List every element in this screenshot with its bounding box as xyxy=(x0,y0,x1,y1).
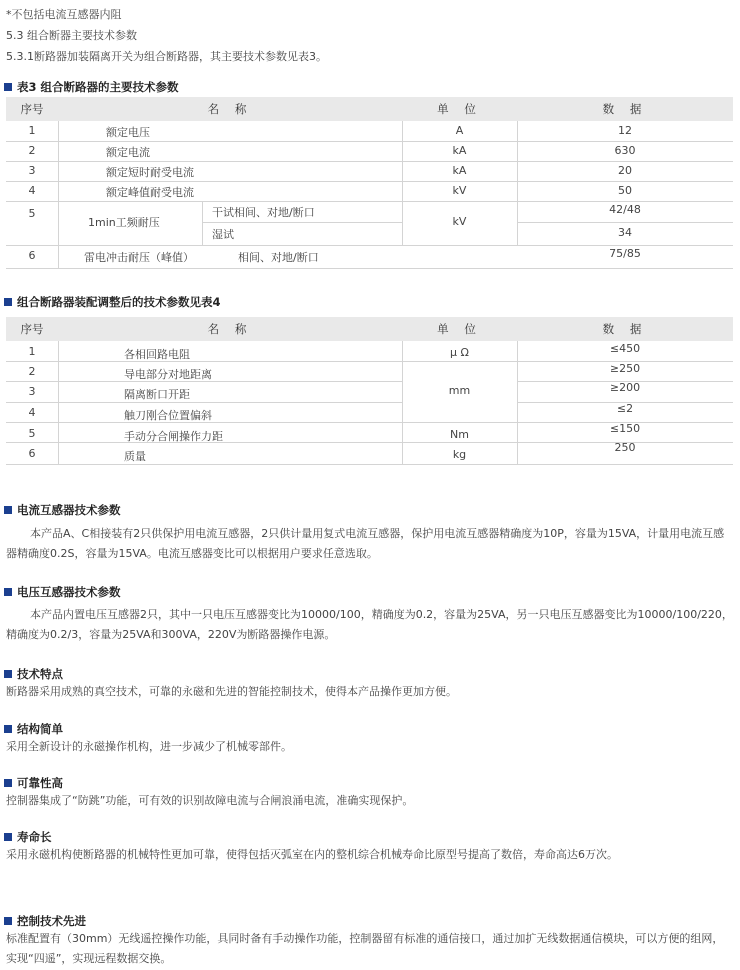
header-name: 名 称 xyxy=(207,102,253,116)
table3-row5-value2: 34 xyxy=(618,226,632,239)
table3-header xyxy=(6,97,733,121)
table3-row4-name: 额定峰值耐受电流 xyxy=(106,186,194,199)
table3-row5-sub1: 干试相间、对地/断口 xyxy=(212,206,315,219)
bullet-square-icon xyxy=(4,917,12,925)
life-heading-text: 寿命长 xyxy=(17,830,52,844)
bullet-square-icon xyxy=(4,298,12,306)
feature-heading-text: 技术特点 xyxy=(17,667,63,681)
header-unit: 单 位 xyxy=(437,322,482,336)
vt-heading xyxy=(4,584,121,600)
table4-row3-no: 3 xyxy=(28,385,36,398)
table3-row6-no: 6 xyxy=(28,249,36,262)
note-text: *不包括电流互感器内阻 xyxy=(6,8,122,21)
table3-row3-no: 3 xyxy=(28,164,36,177)
table4-title-text: 组合断路器装配调整后的技术参数见表4 xyxy=(17,295,221,309)
table3-row5-no: 5 xyxy=(28,207,36,220)
table4-row3-name: 隔离断口开距 xyxy=(124,388,190,401)
table3-row6-sub: 相间、对地/断口 xyxy=(238,251,319,264)
table4-row4-value: ≤2 xyxy=(616,402,634,415)
subsection-text: 5.3.1断路器加装隔离开关为组合断路器，其主要技术参数见表3。 xyxy=(6,50,327,63)
header-no: 序号 xyxy=(20,322,44,336)
ct-paragraph: 本产品A、C相接装有2只供保护用电流互感器，2只供计量用复式电流互感器，保护用电流互感器精确度为10P，容量为15VA，计量用电流互感器精确度0.2S，容量为15VA。电流互感器变比可以根据用户要求任意选取。 xyxy=(6,527,725,560)
table4-row1-value: ≤450 xyxy=(609,342,641,355)
table3-row4-value: 50 xyxy=(618,184,632,197)
table4-row4-no: 4 xyxy=(28,406,36,419)
table3-row4-unit: kV xyxy=(452,184,467,197)
table3-row5-unit: kV xyxy=(452,215,467,228)
control-heading-text: 控制技术先进 xyxy=(17,914,86,928)
table3-row5-sub2: 湿试 xyxy=(212,228,234,241)
table3-row3-value: 20 xyxy=(618,164,632,177)
bullet-square-icon xyxy=(4,670,12,678)
table3 xyxy=(6,97,733,269)
table4-row5-unit: Nm xyxy=(450,428,469,441)
table3-row6-value: 75/85 xyxy=(609,247,641,260)
simple-heading xyxy=(4,721,63,737)
vt-heading-text: 电压互感器技术参数 xyxy=(17,585,121,599)
table3-title xyxy=(4,79,179,95)
table4-row2-value: ≥250 xyxy=(609,362,641,375)
header-unit: 单 位 xyxy=(437,102,482,116)
table4 xyxy=(6,317,733,465)
table4-title xyxy=(4,294,221,310)
table3-row2-no: 2 xyxy=(28,144,36,157)
table4-row1-name: 各相回路电阻 xyxy=(124,348,190,361)
simple-paragraph: 采用全新设计的永磁操作机构，进一步减少了机械零部件。 xyxy=(6,740,292,753)
table3-row1-no: 1 xyxy=(28,124,36,137)
table4-row5-name: 手动分合闸操作力距 xyxy=(124,430,223,443)
bullet-square-icon xyxy=(4,725,12,733)
table4-row5-no: 5 xyxy=(28,427,36,440)
header-name: 名 称 xyxy=(207,322,253,336)
reliable-paragraph: 控制器集成了“防跳”功能，可有效的识别故障电流与合闸浪涌电流，准确实现保护。 xyxy=(6,794,414,807)
table3-row3-name: 额定短时耐受电流 xyxy=(106,166,194,179)
table3-row4-no: 4 xyxy=(28,184,36,197)
header-data: 数 据 xyxy=(602,322,648,336)
simple-heading-text: 结构简单 xyxy=(17,722,63,736)
reliable-heading-text: 可靠性高 xyxy=(17,776,63,790)
bullet-square-icon xyxy=(4,588,12,596)
ct-heading xyxy=(4,502,121,518)
bullet-square-icon xyxy=(4,833,12,841)
header-no: 序号 xyxy=(20,102,44,116)
table3-row1-unit: A xyxy=(455,124,464,137)
table4-row4-name: 触刀刚合位置偏斜 xyxy=(124,409,212,422)
table3-row3-unit: kA xyxy=(452,164,467,177)
table4-row6-unit: kg xyxy=(452,448,467,461)
table4-row5-value: ≤150 xyxy=(609,422,641,435)
table4-row3-value: ≥200 xyxy=(609,381,641,394)
table3-row6-name: 雷电冲击耐压（峰值） xyxy=(84,251,194,264)
life-paragraph: 采用永磁机构使断路器的机械特性更加可靠，使得包括灭弧室在内的整机综合机械寿命比原型号提高了数倍，寿命高达6万次。 xyxy=(6,848,618,861)
section-heading: 5.3 组合断器主要技术参数 xyxy=(6,29,137,42)
table3-row5-value1: 42/48 xyxy=(609,203,641,216)
table4-row2-no: 2 xyxy=(28,365,36,378)
ct-heading-text: 电流互感器技术参数 xyxy=(17,503,121,517)
life-heading xyxy=(4,829,52,845)
table3-row2-unit: kA xyxy=(452,144,467,157)
bullet-square-icon xyxy=(4,779,12,787)
table3-row2-name: 额定电流 xyxy=(106,146,150,159)
table4-row1-unit: μ Ω xyxy=(450,346,469,359)
table3-row1-name: 额定电压 xyxy=(106,126,150,139)
table4-row6-no: 6 xyxy=(28,447,36,460)
feature-heading xyxy=(4,666,63,682)
table4-row1-no: 1 xyxy=(28,345,36,358)
table3-row1-value: 12 xyxy=(618,124,632,137)
table4-row2-name: 导电部分对地距离 xyxy=(124,368,212,381)
table3-row5-name: 1min工频耐压 xyxy=(88,216,160,229)
table4-header xyxy=(6,317,733,341)
bullet-square-icon xyxy=(4,506,12,514)
feature-paragraph: 断路器采用成熟的真空技术，可靠的永磁和先进的智能控制技术，使得本产品操作更加方便。 xyxy=(6,685,457,698)
table4-row6-name: 质量 xyxy=(124,450,146,463)
bullet-square-icon xyxy=(4,83,12,91)
control-heading xyxy=(4,913,86,929)
table4-row6-value: 250 xyxy=(614,441,636,454)
table3-row2-value: 630 xyxy=(614,144,636,157)
control-paragraph: 标准配置有（30mm）无线遥控操作功能，具同时备有手动操作功能，控制器留有标准的通信接口，通过加扩无线数据通信模块，可以方便的组网，实现“四遥”，实现远程数据交换。 xyxy=(6,932,724,965)
table4-row3-unit: mm xyxy=(448,384,471,397)
reliable-heading xyxy=(4,775,63,791)
vt-paragraph: 本产品内置电压互感器2只，其中一只电压互感器变比为10000/100，精确度为0.2，容量为25VA，另一只电压互感器变比为10000/100/220，精确度为0.2/3，容量为25VA和300VA，220V为断路器操作电源。 xyxy=(6,608,733,641)
table3-title-text: 表3 组合断路器的主要技术参数 xyxy=(17,80,179,94)
header-data: 数 据 xyxy=(602,102,648,116)
